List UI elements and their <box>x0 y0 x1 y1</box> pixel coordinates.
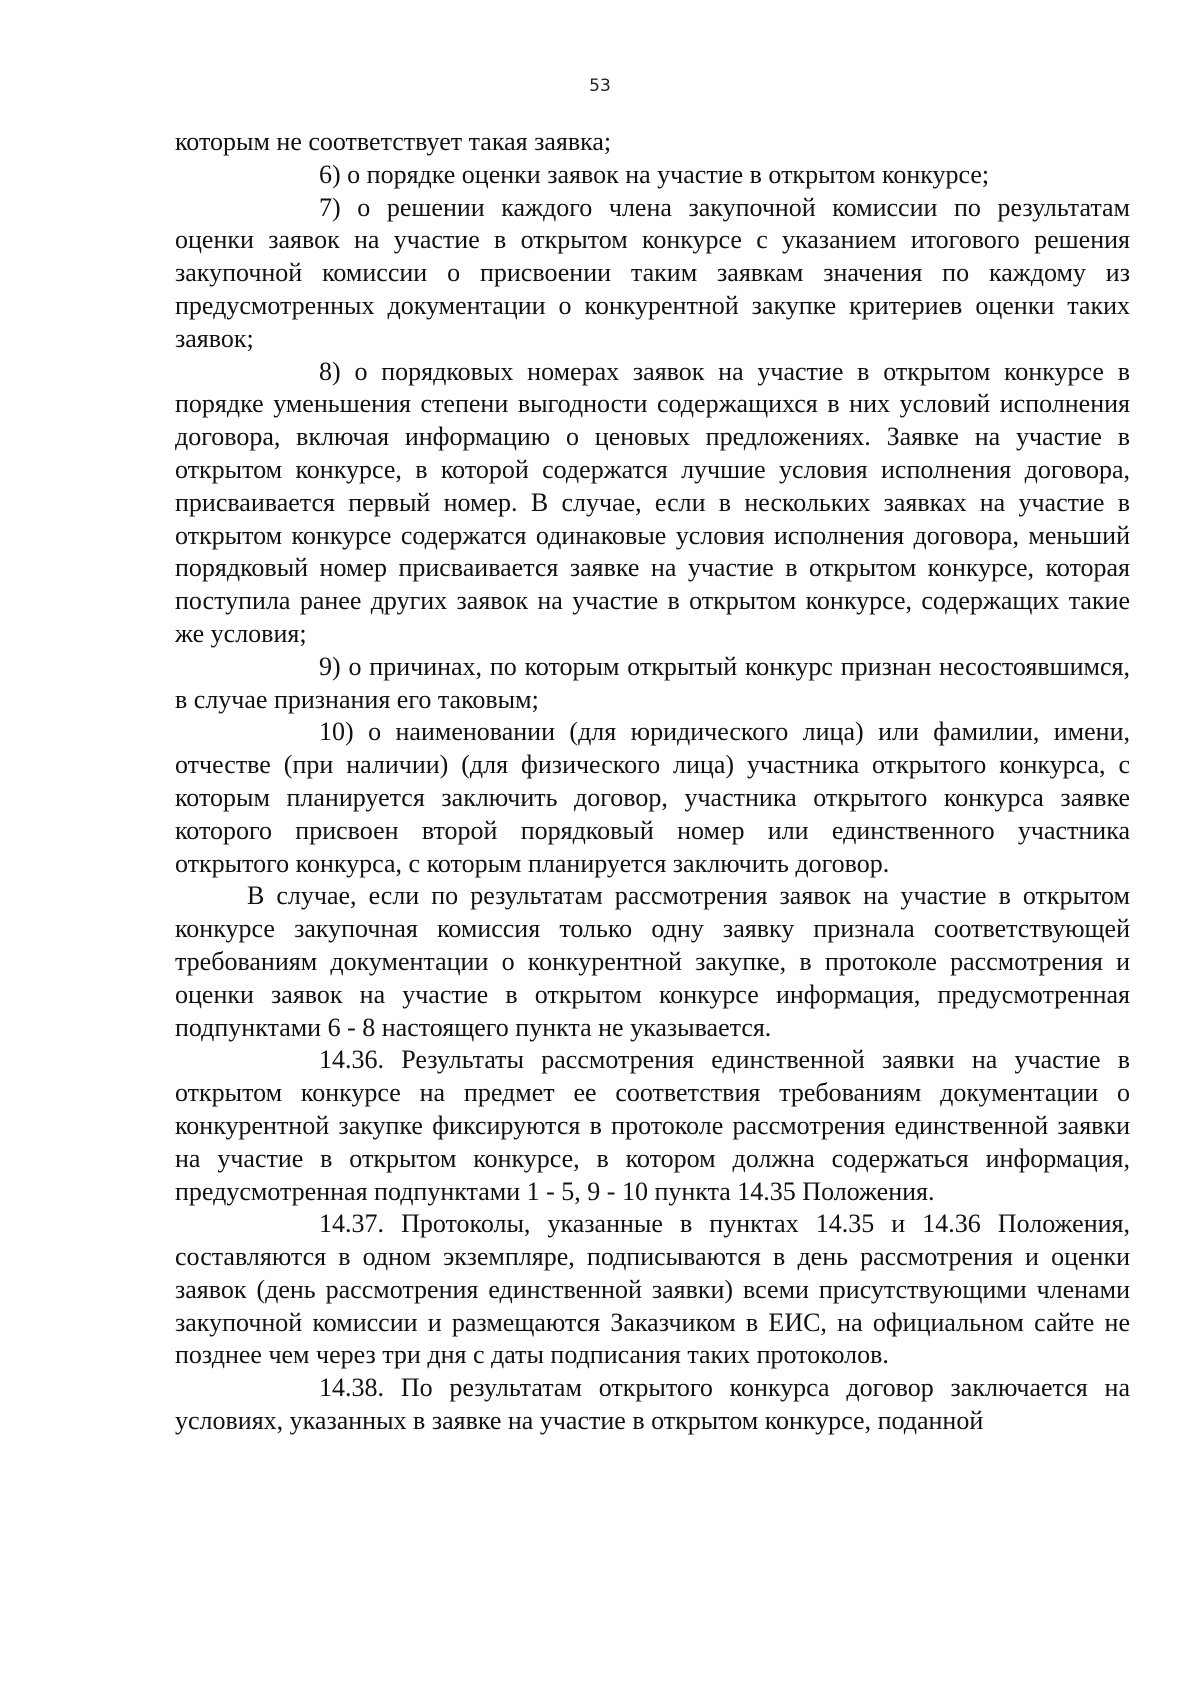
subitem-number: 9) <box>319 651 341 681</box>
paragraph-text: В случае, если по результатам рассмотрения заявок на участие в открытом конкурсе закупочная комиссия только одну заявку признала соответствующей требованиям документации о конкурентной закупке, в протоколе рассмотрения и оценки заявок на участие в открытом конкурсе информация, предусмотренная подпунктами 6 - 8 настоящего пункта не указывается. <box>175 881 1130 1042</box>
clause-text: По результатам открытого конкурса договор заключается на условиях, указанных в заявке на участие в открытом конкурсе, поданной <box>175 1373 1130 1436</box>
clause-14-36 <box>175 1044 1130 1208</box>
subitem-text: о порядке оценки заявок на участие в открытом конкурсе; <box>347 159 990 189</box>
subitem-text: о причинах, по которым открытый конкурс признан несостоявшимся, в случае признания его таковым; <box>175 651 1131 714</box>
clause-number: 14.38. <box>319 1373 384 1403</box>
paragraph-continuation <box>175 126 1130 159</box>
subitem-9 <box>175 651 1130 717</box>
subitem-10 <box>175 716 1130 880</box>
subitem-text: о порядковых номерах заявок на участие в открытом конкурсе в порядке уменьшения степени выгодности содержащихся в них условий исполнения договора, включая информацию о ценовых предложениях. Заявке на участие в открытом конкурсе, в которой содержатся лучшие условия исполнения договора, присваивается первый номер. В случае, если в нескольких заявках на участие в открытом конкурсе содержатся одинаковые условия исполнения договора, меньший порядковый номер присваивается заявке на участие в открытом конкурсе, которая поступила ранее других заявок на участие в открытом конкурсе, содержащих такие же условия; <box>175 356 1131 648</box>
subitem-number: 7) <box>319 192 341 222</box>
subitem-text: о наименовании (для юридического лица) или фамилии, имени, отчестве (при наличии) (для физического лица) участника открытого конкурса, с которым планируется заключить договор, участника открытого конкурса заявке которого присвоен второй порядковый номер или единственного участника открытого конкурса, с которым планируется заключить договор. <box>175 717 1130 878</box>
subitem-text: о решении каждого члена закупочной комиссии по результатам оценки заявок на участие в открытом конкурсе с указанием итогового решения закупочной комиссии о присвоении таким заявкам значения по каждому из предусмотренных документации о конкурентной закупке критериев оценки таких заявок; <box>175 192 1130 353</box>
subitem-8 <box>175 356 1130 651</box>
clause-number: 14.37. <box>319 1209 384 1239</box>
paragraph-single-application-note <box>175 880 1130 1044</box>
clause-text: Результаты рассмотрения единственной заявки на участие в открытом конкурсе на предмет ее соответствия требованиям документации о конкурентной закупке фиксируются в протоколе рассмотрения единственной заявки на участие в открытом конкурсе, в котором должна содержаться информация, предусмотренная подпунктами 1 - 5, 9 - 10 пункта 14.35 Положения. <box>175 1045 1130 1206</box>
clause-14-38 <box>175 1372 1130 1438</box>
subitem-7 <box>175 192 1130 356</box>
clause-14-37 <box>175 1208 1130 1372</box>
paragraph-text: которым не соответствует такая заявка; <box>175 127 612 156</box>
subitem-number: 6) <box>319 159 341 189</box>
subitem-number: 8) <box>319 356 341 386</box>
subitem-number: 10) <box>319 717 354 747</box>
page-number: 53 <box>589 76 611 96</box>
document-body <box>175 126 1130 1438</box>
subitem-6 <box>175 159 1130 192</box>
clause-text: Протоколы, указанные в пунктах 14.35 и 14.36 Положения, составляются в одном экземпляре, подписываются в день рассмотрения и оценки заявок (день рассмотрения единственной заявки) всеми присутствующими членами закупочной комиссии и размещаются Заказчиком в ЕИС, на официальном сайте не позднее чем через три дня с даты подписания таких протоколов. <box>175 1209 1130 1370</box>
clause-number: 14.36. <box>319 1045 384 1075</box>
